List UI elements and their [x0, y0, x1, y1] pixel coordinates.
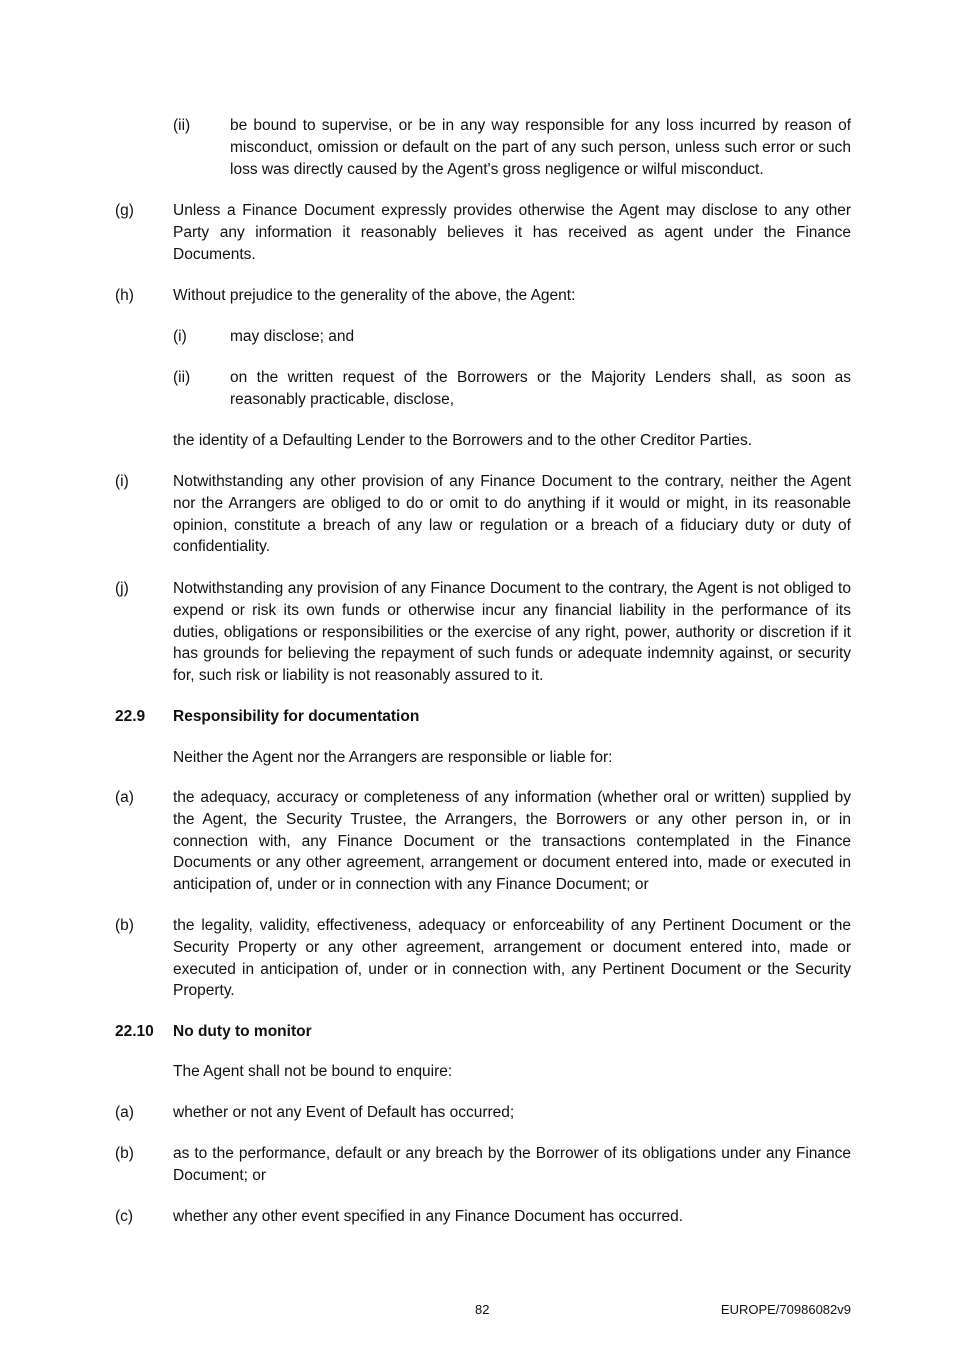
- clause-j-label: (j): [115, 580, 129, 597]
- clause-h-label: (h): [115, 287, 134, 304]
- section-22-10-a-label: (a): [115, 1104, 134, 1121]
- clause-f-ii-text: be bound to supervise, or be in any way responsible for any loss incurred by reason of misconduct, omission or default on the part of any such person, unless such error or such loss was directly caused by the Agent's gross negligence or wilful misconduct.: [230, 117, 851, 178]
- clause-i-text: Notwithstanding any other provision of any Finance Document to the contrary, neither the Agent nor the Arrangers are obliged to do or omit to do anything if it would or might, in its reasonable opinion, constitute a breach of any law or regulation or a breach of a fiduciary duty or duty of confidentiality.: [173, 473, 851, 556]
- clause-j-text: Notwithstanding any provision of any Finance Document to the contrary, the Agent is not obliged to expend or risk its own funds or otherwise incur any financial liability in the performance of its duties, obligations or responsibilities or the exercise of any right, power, authority or discretion if it has grounds for believing the repayment of such funds or adequate indemnity against, or security for, such risk or liability is not reasonably assured to it.: [173, 580, 851, 685]
- section-22-9-b-label: (b): [115, 917, 134, 934]
- section-22-10-b-text: as to the performance, default or any breach by the Borrower of its obligations under any Finance Document; or: [173, 1145, 851, 1184]
- section-22-10-title: No duty to monitor: [173, 1023, 312, 1040]
- section-22-10-b-label: (b): [115, 1145, 134, 1162]
- section-22-10-a-text: whether or not any Event of Default has occurred;: [173, 1104, 515, 1121]
- section-22-10-intro: The Agent shall not be bound to enquire:: [173, 1063, 453, 1080]
- section-22-9-title: Responsibility for documentation: [173, 708, 420, 725]
- clause-h-i-label: (i): [173, 328, 187, 345]
- clause-f-ii-label: (ii): [173, 117, 191, 134]
- page-number: 82: [475, 1302, 490, 1317]
- section-22-9-a-label: (a): [115, 789, 134, 806]
- document-reference: EUROPE/70986082v9: [720, 1302, 851, 1317]
- section-22-9-b-text: the legality, validity, effectiveness, adequacy or enforceability of any Pertinent Document or the Security Property or any other agreement, arrangement or document entered into, made or executed in anticipation of, under or in connection with, any Pertinent Document or the Security Property.: [173, 917, 851, 1000]
- section-22-10-c-text: whether any other event specified in any Finance Document has occurred.: [173, 1208, 684, 1225]
- clause-h-tail: the identity of a Defaulting Lender to the Borrowers and to the other Creditor Parties.: [173, 432, 752, 449]
- clause-i-label: (i): [115, 473, 129, 490]
- clause-h-ii-label: (ii): [173, 369, 191, 386]
- clause-g-label: (g): [115, 202, 134, 219]
- section-22-9-a-text: the adequacy, accuracy or completeness of any information (whether oral or written) supplied by the Agent, the Security Trustee, the Arrangers, the Borrowers or any other person in, or in connection with, any Finance Document or the transactions contemplated in the Finance Documents or any other agreement, arrangement or document entered into, made or executed in anticipation of, under or in connection with any Finance Document; or: [173, 789, 851, 894]
- clause-h-ii-text: on the written request of the Borrowers or the Majority Lenders shall, as soon as reasonably practicable, disclose,: [230, 369, 851, 408]
- clause-g-text: Unless a Finance Document expressly provides otherwise the Agent may disclose to any other Party any information it reasonably believes it has received as agent under the Finance Documents.: [173, 202, 851, 263]
- section-22-10-c-label: (c): [115, 1208, 134, 1225]
- section-22-9-number: 22.9: [115, 708, 146, 725]
- section-22-10-number: 22.10: [115, 1023, 154, 1040]
- clause-h-i-text: may disclose; and: [230, 328, 355, 345]
- section-22-9-intro: Neither the Agent nor the Arrangers are responsible or liable for:: [173, 749, 613, 766]
- clause-h-text: Without prejudice to the generality of the above, the Agent:: [173, 287, 576, 304]
